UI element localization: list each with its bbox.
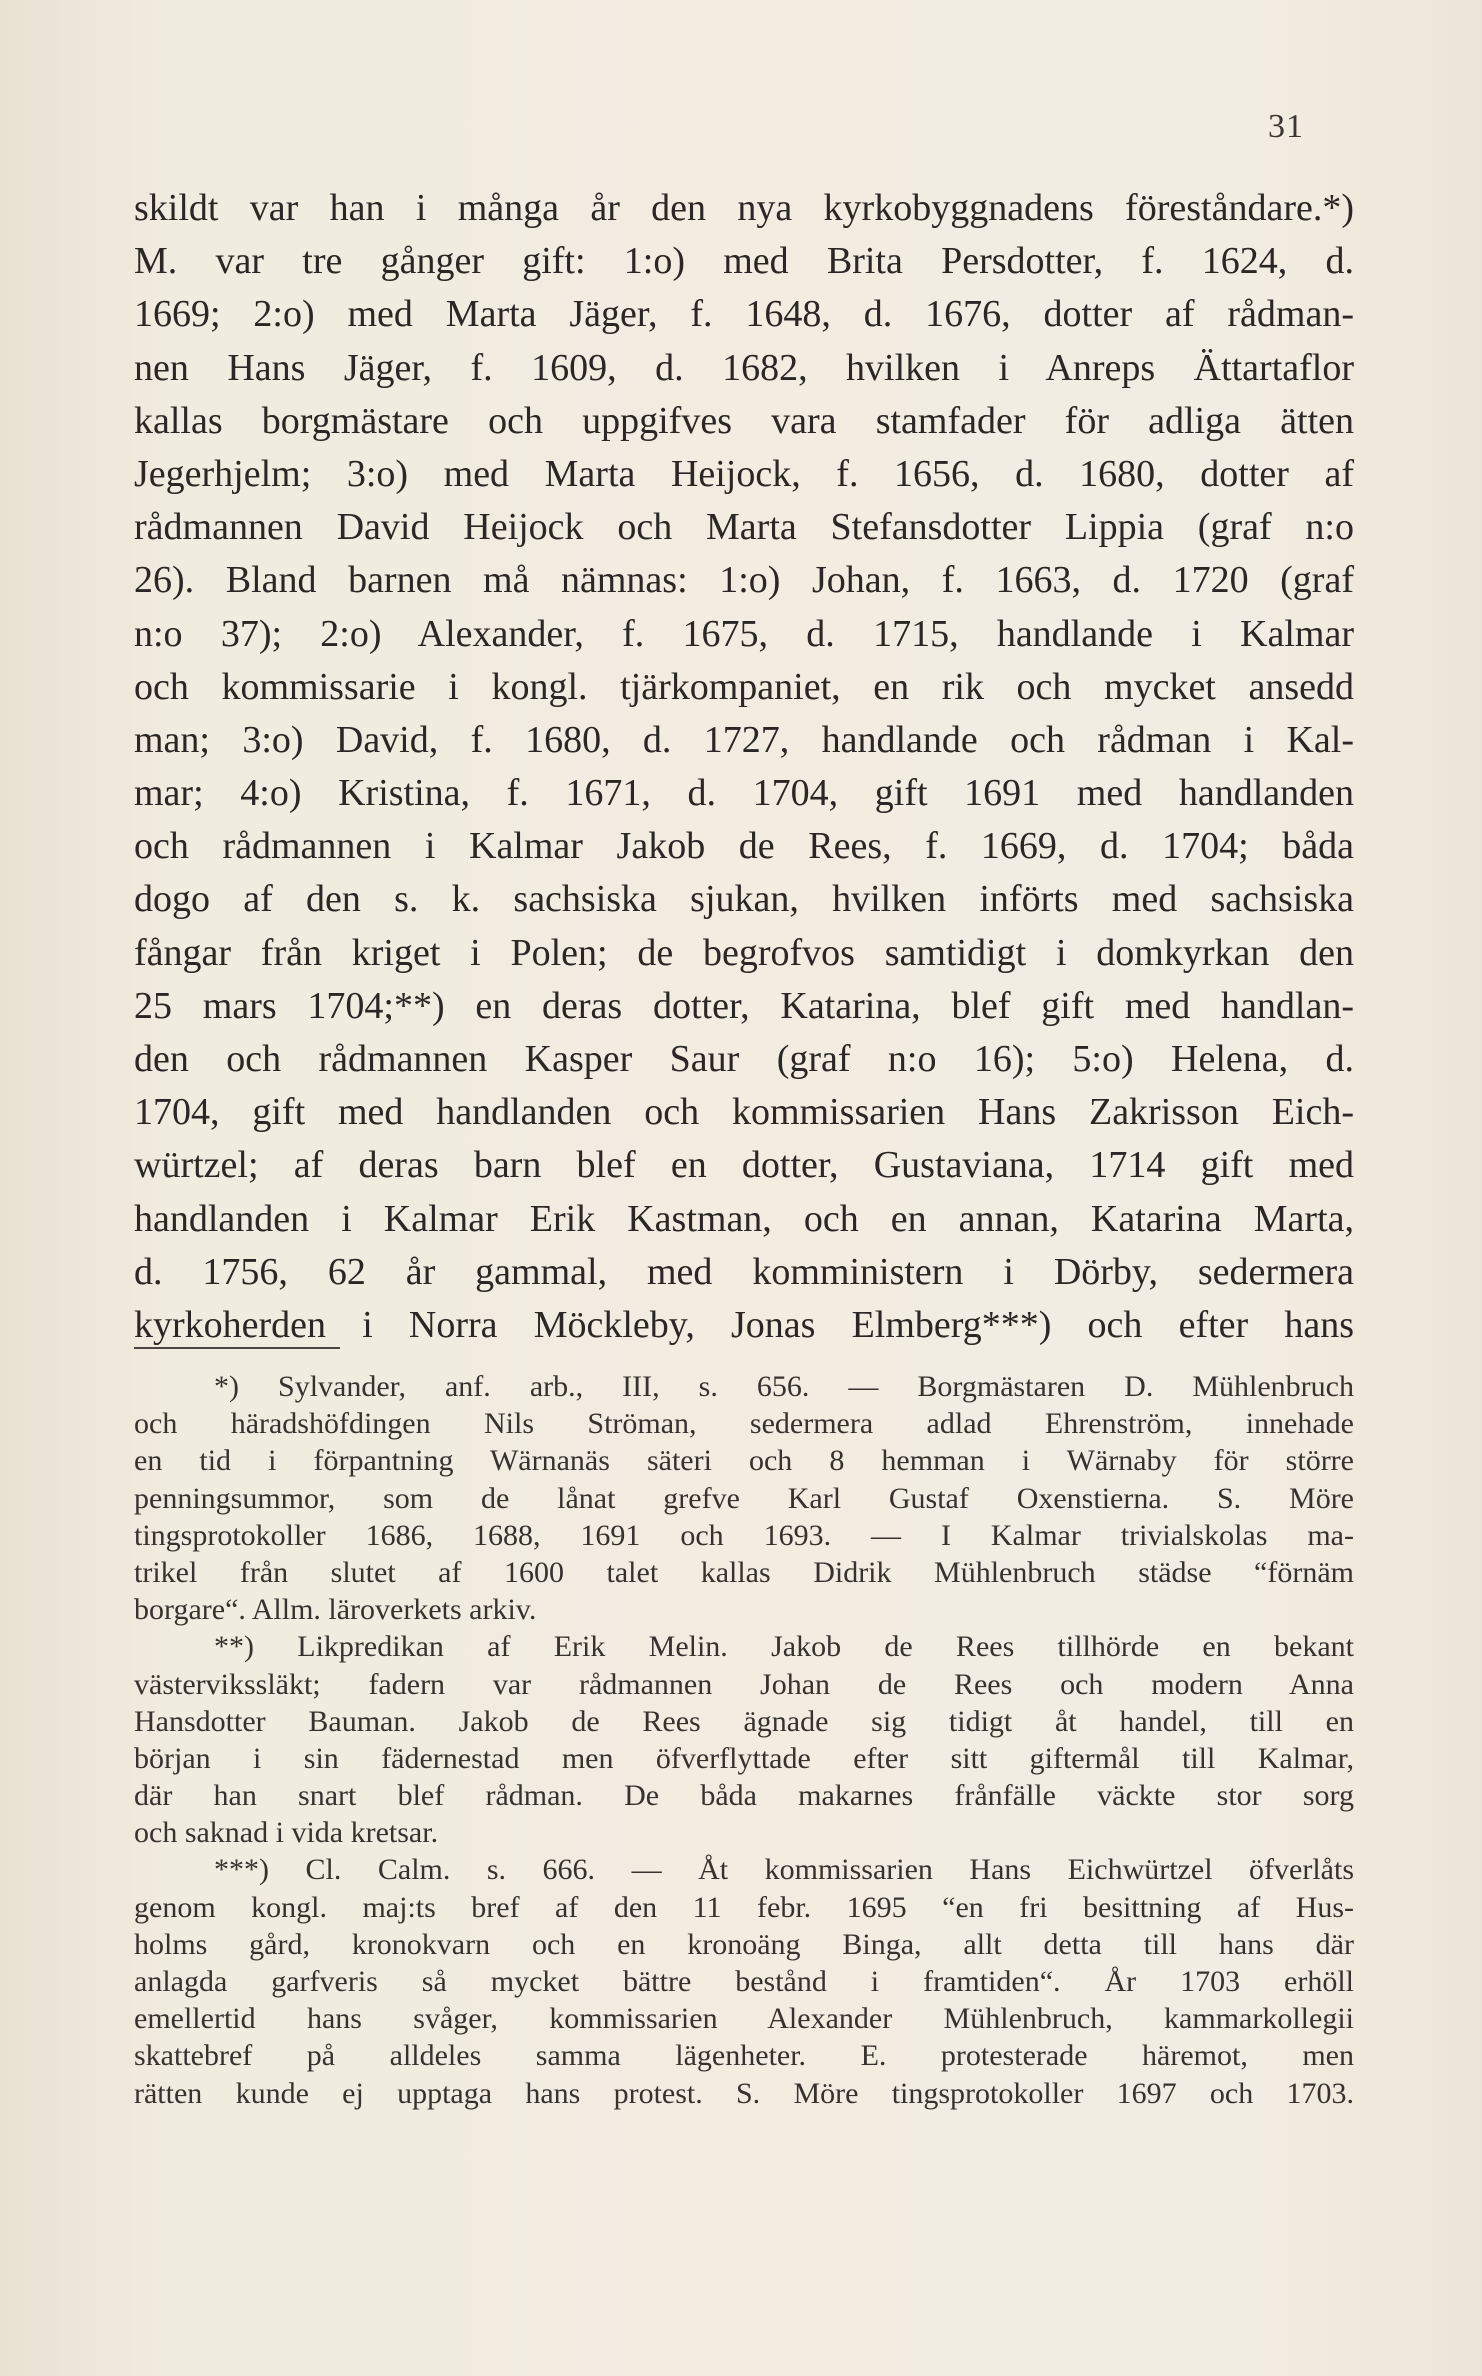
text-line: 25 mars 1704;**) en deras dotter, Katarina, blef gift med handlan- [134, 984, 1354, 1027]
footnote-line: holms gård, kronokvarn och en kronoäng Binga, allt detta till hans där [134, 1927, 1354, 1961]
text-line: rådmannen David Heijock och Marta Stefansdotter Lippia (graf n:o [134, 506, 1354, 549]
footnote-line: borgare“. Allm. läroverkets arkiv. [134, 1593, 537, 1627]
text-line: mar; 4:o) Kristina, f. 1671, d. 1704, gift 1691 med handlanden [134, 772, 1354, 815]
text-line: och kommissarie i kongl. tjärkompaniet, en rik och mycket ansedd [134, 665, 1354, 708]
footnote-line: penningsummor, som de lånat grefve Karl Gustaf Oxenstierna. S. Möre [134, 1481, 1354, 1515]
text-line: 26). Bland barnen må nämnas: 1:o) Johan, f. 1663, d. 1720 (graf [134, 559, 1354, 602]
footnote-line: början i sin fädernestad men öfverflyttade efter sitt giftermål till Kalmar, [134, 1741, 1354, 1775]
footnotes [134, 1368, 1354, 2112]
footnote-line: genom kongl. maj:ts bref af den 11 febr. 1695 “en fri besittning af Hus- [134, 1890, 1354, 1924]
footnote-line: trikel från slutet af 1600 talet kallas Didrik Mühlenbruch städse “förnäm [134, 1555, 1354, 1589]
footnote-line: **) Likpredikan af Erik Melin. Jakob de Rees tillhörde en bekant [214, 1630, 1354, 1664]
footnote-line: Hansdotter Bauman. Jakob de Rees ägnade sig tidigt åt handel, till en [134, 1704, 1354, 1738]
footnote-divider [134, 1347, 340, 1349]
footnote-line: ***) Cl. Calm. s. 666. — Åt kommissarien Hans Eichwürtzel öfverlåts [214, 1853, 1354, 1887]
text-line: 1669; 2:o) med Marta Jäger, f. 1648, d. 1676, dotter af rådman- [134, 293, 1354, 336]
footnote-line: emellertid hans svåger, kommissarien Alexander Mühlenbruch, kammarkollegii [134, 2002, 1354, 2036]
text-line: kyrkoherden i Norra Möckleby, Jonas Elmberg***) och efter hans [134, 1303, 1354, 1346]
footnote-line: och saknad i vida kretsar. [134, 1816, 439, 1850]
footnote-line: tingsprotokoller 1686, 1688, 1691 och 1693. — I Kalmar trivialskolas ma- [134, 1518, 1354, 1552]
footnote-line: västervikssläkt; fadern var rådmannen Johan de Rees och modern Anna [134, 1667, 1354, 1701]
page-number: 31 [1268, 108, 1304, 145]
footnote-line: anlagda garfveris så mycket bättre bestånd i framtiden“. År 1703 erhöll [134, 1965, 1354, 1998]
text-line: den och rådmannen Kasper Saur (graf n:o 16); 5:o) Helena, d. [134, 1038, 1354, 1080]
text-line: handlanden i Kalmar Erik Kastman, och en annan, Katarina Marta, [134, 1197, 1354, 1240]
footnote-line: skattebref på alldeles samma lägenheter. E. protesterade häremot, men [134, 2039, 1354, 2073]
footnote-line: rätten kunde ej upptaga hans protest. S. Möre tingsprotokoller 1697 och 1703. [134, 2076, 1354, 2110]
text-line: man; 3:o) David, f. 1680, d. 1727, handlande och rådman i Kal- [134, 718, 1354, 761]
text-line: skildt var han i många år den nya kyrkobyggnadens föreståndare.*) [134, 187, 1354, 229]
text-line: würtzel; af deras barn blef en dotter, Gustaviana, 1714 gift med [134, 1144, 1354, 1187]
footnote-line: *) Sylvander, anf. arb., III, s. 656. — Borgmästaren D. Mühlenbruch [214, 1370, 1354, 1403]
text-line: dogo af den s. k. sachsiska sjukan, hvilken införts med sachsiska [134, 878, 1354, 921]
footnote-line: en tid i förpantning Wärnanäs säteri och 8 hemman i Wärnaby för större [134, 1444, 1354, 1478]
text-line: kallas borgmästare och uppgifves vara stamfader för adliga ätten [134, 399, 1354, 442]
text-line: n:o 37); 2:o) Alexander, f. 1675, d. 1715, handlande i Kalmar [134, 612, 1354, 655]
text-line: d. 1756, 62 år gammal, med komministern i Dörby, sedermera [134, 1250, 1354, 1293]
text-line: nen Hans Jäger, f. 1609, d. 1682, hvilken i Anreps Ättartaflor [134, 346, 1354, 389]
footnote-line: där han snart blef rådman. De båda makarnes frånfälle väckte stor sorg [134, 1779, 1354, 1813]
footnote-line: och häradshöfdingen Nils Ströman, sedermera adlad Ehrenström, innehade [134, 1407, 1354, 1441]
text-line: Jegerhjelm; 3:o) med Marta Heijock, f. 1656, d. 1680, dotter af [134, 452, 1354, 495]
text-line: M. var tre gånger gift: 1:o) med Brita Persdotter, f. 1624, d. [134, 240, 1354, 283]
main-text [134, 182, 1354, 1352]
text-line: 1704, gift med handlanden och kommissarien Hans Zakrisson Eich- [134, 1091, 1354, 1134]
text-line: och rådmannen i Kalmar Jakob de Rees, f. 1669, d. 1704; båda [134, 825, 1354, 868]
text-line: fångar från kriget i Polen; de begrofvos samtidigt i domkyrkan den [134, 931, 1354, 974]
